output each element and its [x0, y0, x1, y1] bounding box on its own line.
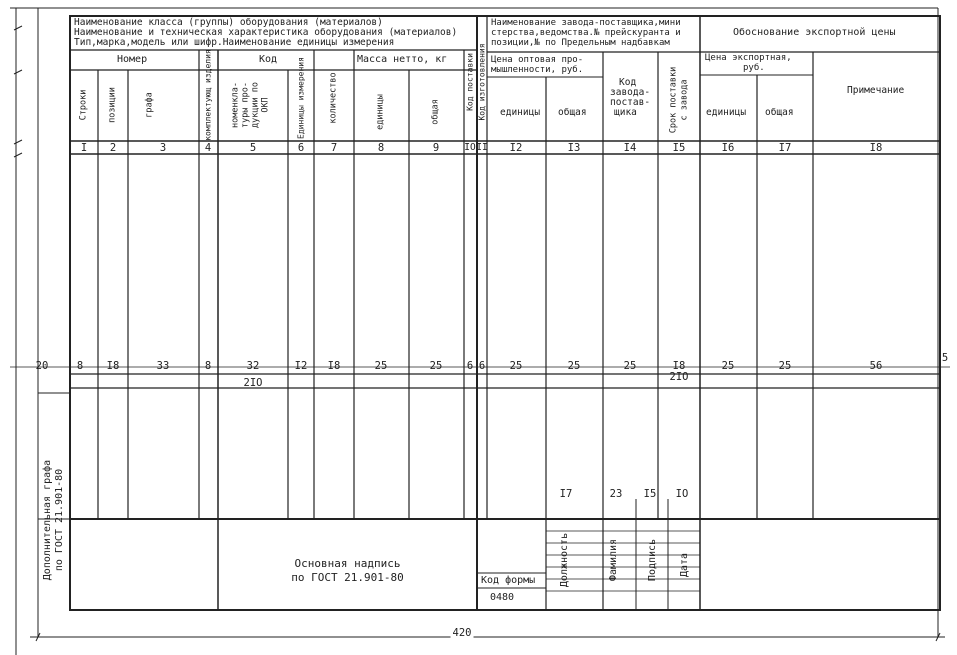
stamp-surname-label: Фамилия — [608, 538, 619, 582]
col-header-10b: Код изготовления — [477, 43, 487, 121]
stamp-width-3: I5 — [643, 488, 657, 500]
header-left-line2: Наименование и техническая характеристика оборудования (материалов) — [74, 27, 458, 38]
col-header-14a: Код — [619, 77, 637, 88]
col-header-13: общая — [558, 107, 587, 118]
width-7: I8 — [327, 360, 341, 372]
width-15: I8 — [672, 360, 686, 372]
group-price-wholesale-2: мышленности, руб. — [491, 65, 584, 75]
col-header-5a: номенкла- — [230, 81, 241, 129]
col-header-15a: Срок поставки — [668, 66, 679, 134]
width-10: 6 — [466, 360, 474, 372]
stamp-width-4: IO — [675, 488, 689, 500]
width-12: 25 — [509, 360, 523, 372]
header-left-line1: Наименование класса (группы) оборудования (материалов) — [74, 17, 383, 28]
width-16: 25 — [721, 360, 735, 372]
stamp-width-2: 23 — [609, 488, 623, 500]
col-number-15: I5 — [672, 142, 686, 154]
col-header-17: общая — [765, 107, 794, 118]
main-inscription-line2: по ГОСТ 21.901-80 — [291, 571, 404, 584]
group-price-wholesale: Цена оптовая про- — [491, 55, 584, 65]
col-number-16: I6 — [721, 142, 735, 154]
form-code-value: 0480 — [490, 592, 515, 603]
width-1: 8 — [76, 360, 84, 372]
group-price-export: Цена экспортная, — [705, 53, 792, 63]
stamp-position-label: Должность — [559, 532, 570, 588]
width-2: I8 — [106, 360, 120, 372]
left-margin-dimension: 20 — [35, 360, 49, 372]
col-number-2: 2 — [109, 142, 117, 154]
col-number-10: IO — [464, 142, 476, 153]
sheet-width-dimension: 420 — [452, 627, 472, 639]
col-number-17: I7 — [778, 142, 792, 154]
additional-field-label-1: Дополнительная графа — [42, 459, 53, 581]
col-header-12: единицы — [500, 107, 541, 118]
additional-field-label-2: по ГОСТ 21.901-80 — [54, 468, 65, 572]
width-14: 25 — [623, 360, 637, 372]
width-8: 25 — [374, 360, 388, 372]
col-header-16: единицы — [706, 107, 747, 118]
group-massa: Масса нетто, кг — [357, 54, 448, 65]
col-header-1: Строки — [78, 89, 89, 121]
header-middle-line2: стерства,ведомства.№ прейскуранта и — [491, 28, 681, 38]
main-inscription-line1: Основная надпись — [294, 557, 401, 570]
width-13: 25 — [567, 360, 581, 372]
col-number-8: 8 — [377, 142, 385, 154]
width-3: 33 — [156, 360, 170, 372]
col-number-9: 9 — [432, 142, 440, 154]
left-total-dimension: 2IO — [243, 377, 263, 389]
form-code-label: Код формы — [481, 575, 536, 586]
col-number-5: 5 — [249, 142, 257, 154]
width-18: 56 — [869, 360, 883, 372]
col-header-14c: постав- — [610, 97, 651, 108]
col-header-14d: щика — [614, 107, 637, 118]
width-6: I2 — [294, 360, 308, 372]
col-number-11: II — [476, 142, 488, 153]
col-number-13: I3 — [567, 142, 581, 154]
width-11: 6 — [478, 360, 486, 372]
stamp-date-label: Дата — [679, 552, 690, 578]
col-number-14: I4 — [623, 142, 637, 154]
width-4: 8 — [204, 360, 212, 372]
group-price-export-2: руб. — [743, 63, 765, 73]
col-number-3: 3 — [159, 142, 167, 154]
header-right-title: Обоснование экспортной цены — [733, 27, 896, 38]
col-number-7: 7 — [330, 142, 338, 154]
width-5: 32 — [246, 360, 260, 372]
col-header-3: графа — [144, 92, 155, 118]
col-number-18: I8 — [869, 142, 883, 154]
col-number-4: 4 — [204, 142, 212, 154]
stamp-signature-label: Подпись — [647, 538, 658, 582]
col-number-1: I — [80, 142, 88, 154]
col-header-15b: с завода — [679, 79, 690, 121]
col-header-14b: завода- — [610, 87, 651, 98]
col-header-4: комплектующ изделия — [203, 49, 213, 141]
col-number-6: 6 — [297, 142, 305, 154]
col-header-5d: ОКП — [260, 97, 271, 113]
group-nomer: Номер — [117, 54, 148, 65]
col-header-6: Единицы измерения — [296, 57, 306, 139]
header-middle-line1: Наименование завода-поставщика,мини — [491, 18, 681, 28]
col-header-9: общая — [430, 99, 441, 125]
group-kod: Код — [259, 54, 278, 65]
header-middle-line3: позиции,№ по Предельным надбавкам — [491, 38, 670, 48]
col-header-10a: Код поставки — [465, 53, 475, 111]
col-header-18: Примечание — [847, 85, 905, 96]
stamp-width-1: I7 — [559, 488, 573, 500]
col-header-5c: дукции по — [250, 81, 261, 129]
col-header-2: позиции — [107, 87, 118, 123]
col-header-7: количество — [328, 72, 339, 124]
width-17: 25 — [778, 360, 792, 372]
col-number-12: I2 — [509, 142, 523, 154]
header-left-line3: Тип,марка,модель или шифр.Наименование единицы измерения — [74, 37, 395, 48]
width-9: 25 — [429, 360, 443, 372]
col-header-5b: туры про- — [240, 81, 251, 129]
right-margin-dimension: 5 — [941, 352, 949, 364]
right-total-dimension: 2IO — [669, 371, 689, 383]
col-header-8: единицы — [375, 94, 386, 130]
